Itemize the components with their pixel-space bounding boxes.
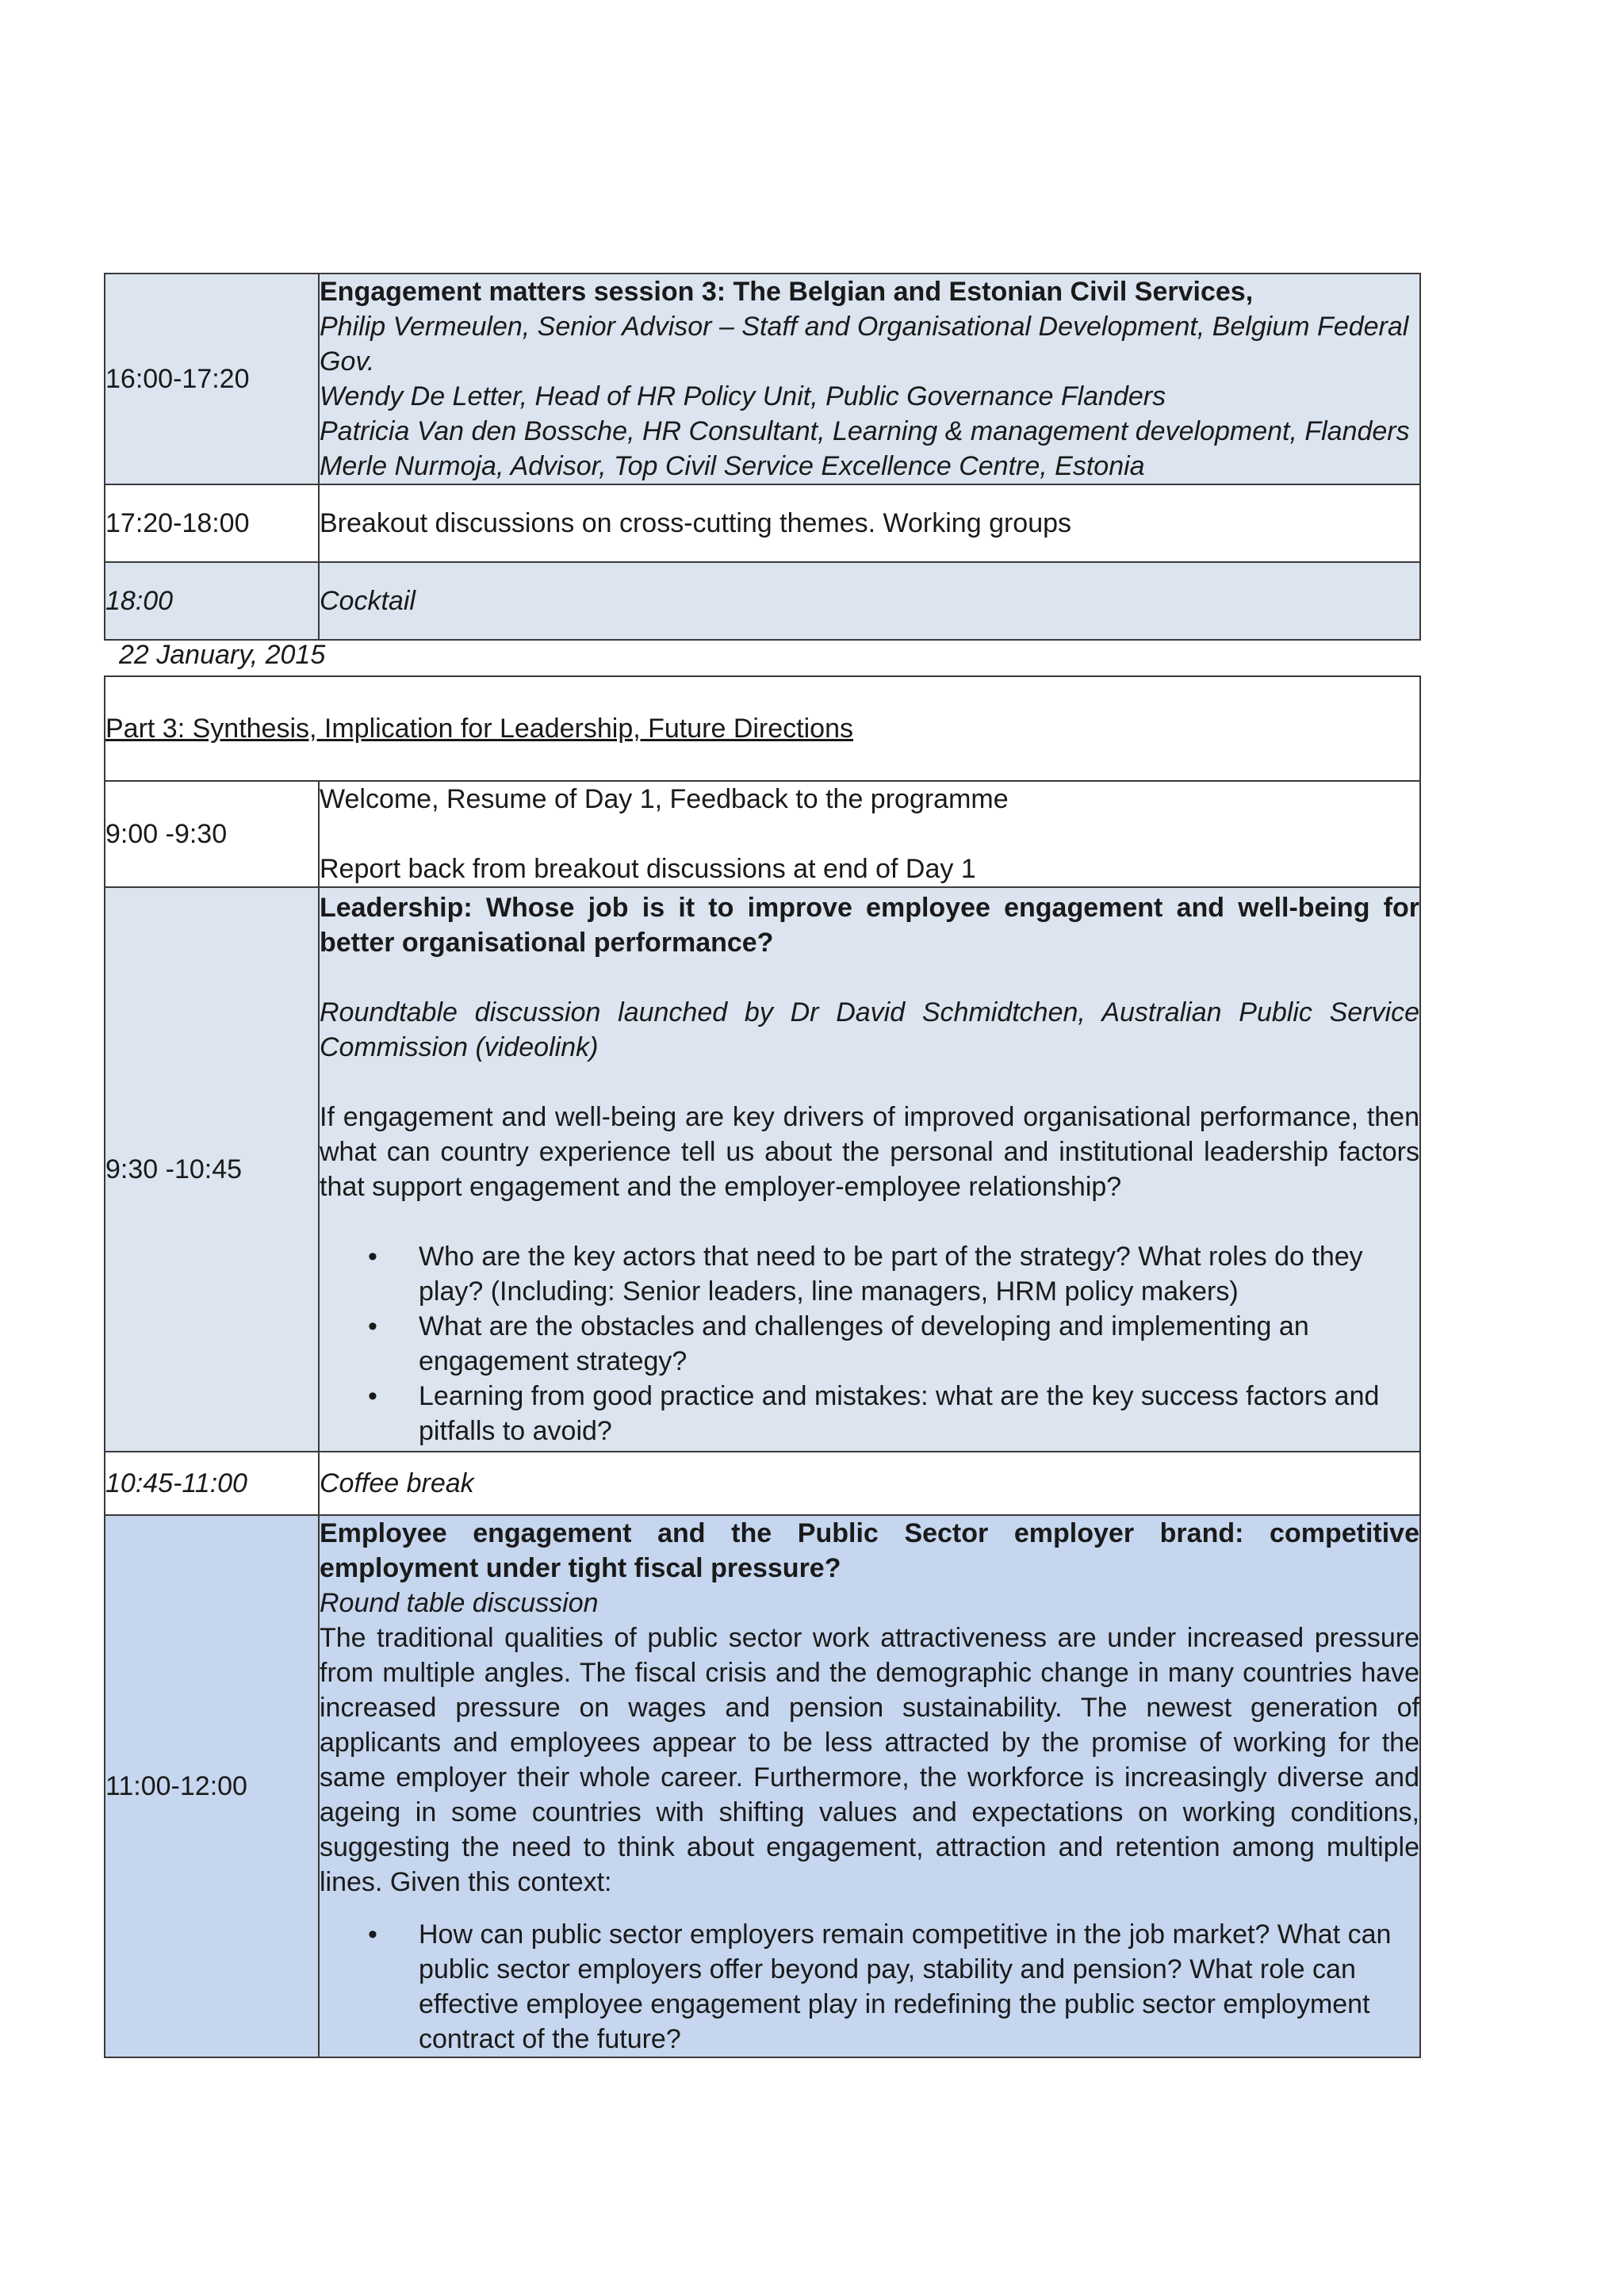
session-time: 16:00-17:20 — [105, 274, 319, 484]
session-text: Coffee break — [319, 1452, 1420, 1515]
session-time: 17:20-18:00 — [105, 484, 319, 562]
bullet-item: • Who are the key actors that need to be part of the strategy? What roles do they play? (Including: Senior leaders, line managers, HRM policy makers) — [419, 1239, 1419, 1309]
session-text: Report back from breakout discussions at end of Day 1 — [320, 854, 976, 884]
session-content — [319, 1515, 1420, 2057]
session-time: 9:00 -9:30 — [105, 781, 319, 887]
session-subtitle: Round table discussion — [320, 1588, 599, 1618]
session-body: The traditional qualities of public sector work attractiveness are under increased pressure from multiple angles. The fiscal crisis and the demographic change in many countries have increased pressure on wages and pension sustainability. The newest generation of applicants and employees appear to be less attracted by the promise of working for the same employer their whole career. Furthermore, the workforce is increasingly diverse and ageing in some countries with shifting values and expectations on working conditions, suggesting the need to think about engagement, attraction and retention among multiple lines. Given this context: — [320, 1623, 1419, 1897]
session-title: Engagement matters session 3: The Belgian and Estonian Civil Services, — [320, 277, 1254, 307]
bullet-list — [320, 1239, 1419, 1448]
agenda-row — [105, 887, 1420, 1452]
session-time: 9:30 -10:45 — [105, 887, 319, 1452]
part-heading: Part 3: Synthesis, Implication for Leadership, Future Directions — [105, 714, 853, 744]
bullet-item: • How can public sector employers remain competitive in the job market? What can public sector employers offer beyond pay, stability and pension? What role can effective employee engagement play in redefining the public sector employment contract of the future? — [419, 1917, 1396, 2057]
session-title: Employee engagement and the Public Sector employer brand: competitive employment under tight fiscal pressure? — [320, 1518, 1419, 1583]
speaker-line: Merle Nurmoja, Advisor, Top Civil Service Excellence Centre, Estonia — [320, 451, 1145, 481]
session-time: 11:00-12:00 — [105, 1515, 319, 2057]
session-text: Breakout discussions on cross-cutting themes. Working groups — [319, 484, 1420, 562]
session-text: Cocktail — [319, 562, 1420, 640]
session-text: Welcome, Resume of Day 1, Feedback to the programme — [320, 784, 1009, 814]
agenda-row — [105, 274, 1420, 484]
session-content — [319, 274, 1420, 484]
session-content — [319, 781, 1420, 887]
speaker-line: Patricia Van den Bossche, HR Consultant, Learning & management development, Flanders — [320, 416, 1410, 446]
day-date: 22 January, 2015 — [119, 640, 326, 670]
speaker-line: Philip Vermeulen, Senior Advisor – Staff and Organisational Development, Belgium Federal Gov. — [320, 312, 1409, 377]
agenda-row — [105, 562, 1420, 640]
bullet-list — [320, 1917, 1419, 2057]
session-time: 10:45-11:00 — [105, 1452, 319, 1515]
agenda-row — [105, 1515, 1420, 2057]
speaker-line: Wendy De Letter, Head of HR Policy Unit, Public Governance Flanders — [320, 381, 1166, 411]
agenda-table-day2 — [104, 675, 1421, 2058]
bullet-item: • Learning from good practice and mistakes: what are the key success factors and pitfalls to avoid? — [419, 1379, 1419, 1448]
part-heading-row — [105, 676, 1420, 781]
session-body: If engagement and well-being are key drivers of improved organisational performance, then what can country experience tell us about the personal and institutional leadership factors that support engagement and the employer-employee relationship? — [320, 1102, 1419, 1202]
session-time: 18:00 — [105, 562, 319, 640]
agenda-table-day1 — [104, 273, 1421, 641]
session-content — [319, 887, 1420, 1452]
agenda-row — [105, 1452, 1420, 1515]
agenda-row — [105, 484, 1420, 562]
bullet-item: • What are the obstacles and challenges of developing and implementing an engagement strategy? — [419, 1309, 1419, 1379]
session-subtitle: Roundtable discussion launched by Dr David Schmidtchen, Australian Public Service Commission (videolink) — [320, 997, 1419, 1062]
agenda-row — [105, 781, 1420, 887]
session-title: Leadership: Whose job is it to improve employee engagement and well-being for better organisational performance? — [320, 893, 1419, 958]
